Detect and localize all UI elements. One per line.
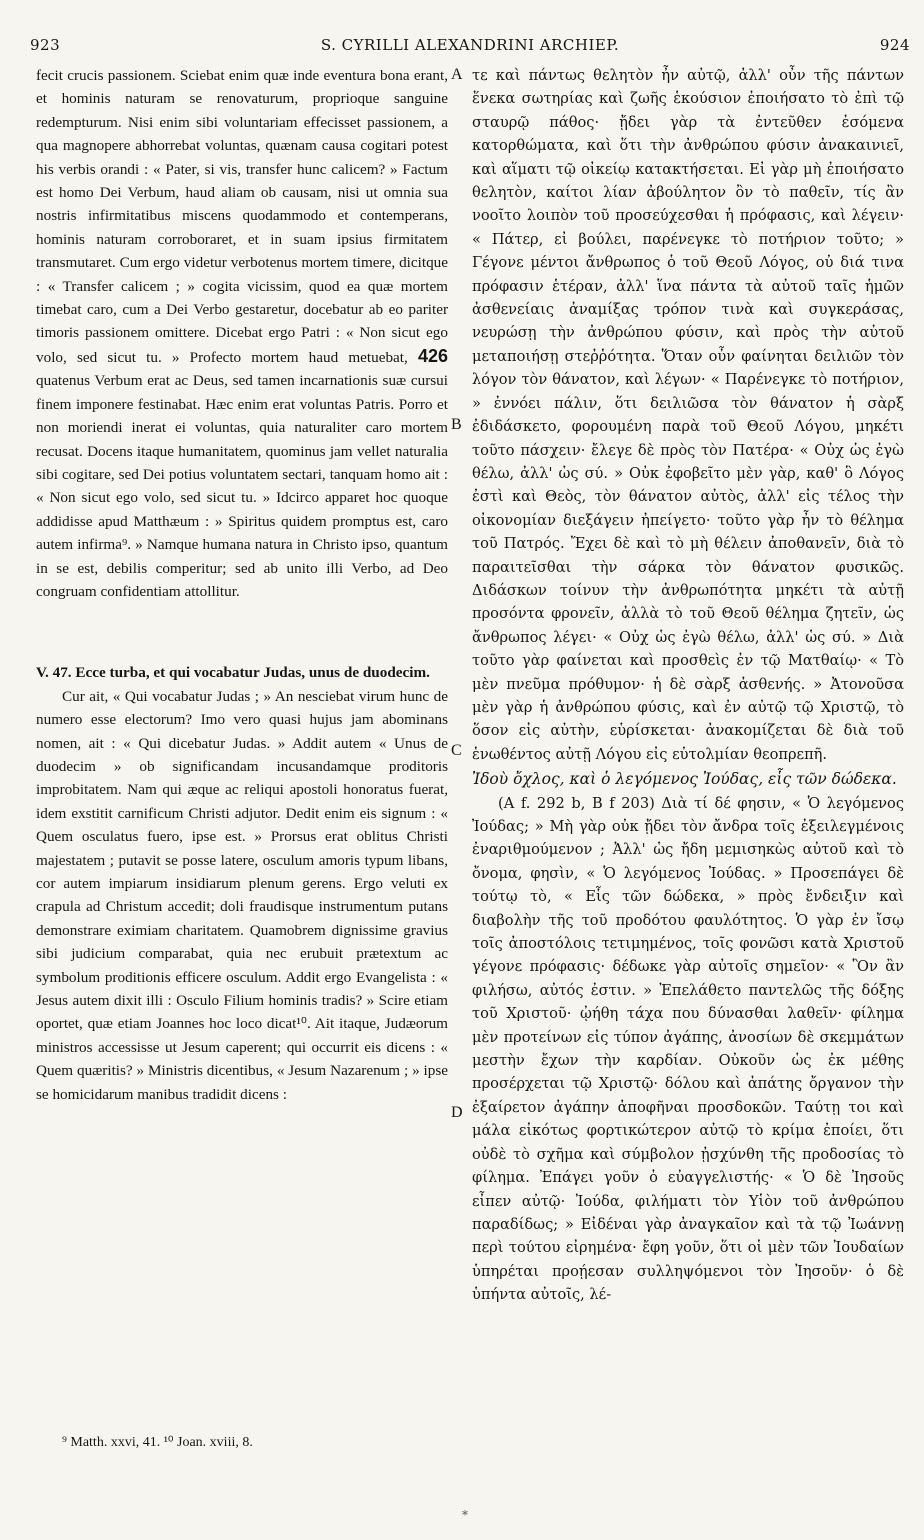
greek-column <box>472 64 904 1424</box>
greek-paragraph-2: (A f. 292 b, B f 203) Διὰ τί δέ φησιν, « Ὁ λεγόμενος Ἰούδας; » Μὴ γὰρ οὐκ ᾔδει τὸν ἄνδρα τοῖς ἐξειλεγμένοις ἐναριθμούμενον ; Ἀλλ' ὡς ἤδη μεμισηκὼς αὐτοῦ καὶ τὸ ὄνομα, φησὶν, « Ὁ λεγόμενος Ἰούδας. » Προσεπάγει δὲ τούτῳ τὸ, « Εἷς τῶν δώδεκα, » πρὸς ἔνδειξιν καὶ διαβολὴν τῆς τοῦ προδότου φαυλότητος. Ὁ γὰρ ἐν ἴσῳ τοῖς ἀποστόλοις τετιμημένος, τοῖς φονῶσι κατὰ Χριστοῦ γέγονε πρόφασις· δέδωκε γὰρ αὐτοῖς σημεῖον· « Ὃν ἂν φιλήσω, αὐτός ἐστιν. » Ἐπελάθετο παντελῶς τῆς δόξης τοῦ Χριστοῦ· ᾠήθη τάχα που δύνασθαι λαθεῖν· φίλημα μὲν προτείνων εἰς τύπον ἀγάπης, ἀνοσίων δὲ σκεμμάτων μεστὴν ἔχων τὴν καρδίαν. Οὐκοῦν ὡς ἐκ μέθης προσέρχεται τῷ Χριστῷ· δόλου καὶ ἀπάτης ὄργανον τὴν ἐξαίρετον ἀγάπην ἀποφῆναι προσδοκῶν. Ταύτῃ τοι καὶ μάλα εἰκότως φορτικώτερον αὐτῷ τὸ κρίμα ἐποίει, ὅτι οὐδὲ τὸ σχῆμα καὶ σύμβολον ᾐσχύνθη τῆς προδοσίας τὸ φίλημα. Ἐπάγει γοῦν ὁ εὐαγγελιστής· « Ὁ δὲ Ἰησοῦς εἶπεν αὐτῷ· Ἰούδα, φιλήματι τὸν Υἱὸν τοῦ ἀνθρώπου παραδίδως; » Εἰδέναι γὰρ ἀναγκαῖον καὶ τὰ τῷ Ἰωάννῃ περὶ τούτου εἰρημένα· ἔφη γοῦν, ὅτι οἱ μὲν τῶν Ἰουδαίων ὑπηρέται προῄεσαν συλληψόμενοι τὸν Ἰησοῦν· ὁ δὲ ὑπήντα αὐτοῖς, λέ- <box>472 794 904 1304</box>
margin-letter-c: C <box>451 742 462 759</box>
latin-paragraph-1 <box>36 64 448 603</box>
running-title: S. CYRILLI ALEXANDRINI ARCHIEP. <box>320 36 620 54</box>
bottom-mark: * <box>462 1508 468 1522</box>
page-header <box>30 36 910 56</box>
margin-letter-b: B <box>451 416 462 433</box>
page-number-left: 923 <box>30 36 61 54</box>
margin-letter-a: A <box>451 66 463 83</box>
latin-text-1a: fecit crucis passionem. Sciebat enim quæ inde eventura bona erant, et hominis naturam se renovaturum, proprioque sanguine redempturum. Nisi enim sibi voluntariam effecisset passionem, a qua magnopere abhorrebat voluntas, quænam causa cogitari potest his verbis orandi : « Pater, si vis, transfer hunc calicem? » Factum est homo Dei Verbum, haud aliam ob causam, nisi ut omnia sua nostris infirmitatibus miscens quodammodo et contemperans, hominis naturam corroboraret, et in suam ipsius firmitatem transmutaret. Cum ergo videtur verbotenus mortem timere, dicitque : « Transfer calicem ; » cogita vicissim, quod ea quæ mortem timebat caro, cum a Dei Verbo gestaretur, docebatur ab eo pariter timoris passionem omittere. Dicebat ergo Patri : « Non sicut ego volo, sed sicut tu. » Profecto mortem haud metuebat, <box>36 67 448 366</box>
greek-paragraph-1: τε καὶ πάντως θελητὸν ἦν αὐτῷ, ἀλλ' οὖν τῆς πάντων ἕνεκα σωτηρίας καὶ ζωῆς ἑκούσιον ἐποιήσατο τὸ ἐπὶ τῷ σταυρῷ πάθος· ᾔδει γὰρ τὰ ἐντεῦθεν ἐσόμενα κατορθώματα, καὶ ὅτι τὴν ἀνθρώπου φύσιν ἀνακαινιεῖ, καὶ αἵματι τῷ οἰκείῳ κατακτήσεται. Εἰ γὰρ μὴ ἐποιήσατο θελητὸν, καίτοι λίαν ἀβούλητον ὂν τὸ παθεῖν, τίς ἂν νοοῖτο λοιπὸν τοῦ προσεύχεσθαι ἡ πρόφασις, καὶ λέγειν· « Πάτερ, εἰ βούλει, παρένεγκε τὸ ποτήριον τοῦτο; » Γέγονε μέντοι ἄνθρωπος ὁ τοῦ Θεοῦ Λόγος, οὐ διά τινα πρόφασιν ἑτέραν, ἀλλ' ἵνα πάντα τὰ αὐτοῦ ταῖς ἡμῶν ἀσθενείαις ἀναμίξας τρόπον τινὰ καὶ συγκεράσας, νευρώσῃ τὴν ἀνθρώπου φύσιν, καὶ πρὸς τὴν αὐτοῦ μεταποιήσῃ στεῤῥότητα. Ὅταν οὖν φαίνηται δειλιῶν τὸν λόγον τὸν θάνατον, καὶ λέγων· « Παρένεγκε τὸ ποτήριον, » ἐννόει πάλιν, ὅτι δειλιῶσα τὸν θάνατον ἡ σὰρξ ἐδιδάσκετο, φορουμένη παρὰ τοῦ Θεοῦ Λόγου, μηκέτι τοῦτο πάσχειν· ἔλεγε δὲ πρὸς τὸν Πατέρα· « Οὐχ ὡς ἐγὼ θέλω, ἀλλ' ὡς σύ. » Οὐκ ἐφοβεῖτο μὲν γὰρ, καθ' ὃ Λόγος ἐστὶ καὶ Θεὸς, τὸν θάνατον αὐτὸς, ἀλλ' εἰς τέλος τὴν οἰκονομίαν διεξάγειν ἠπείγετο· τοῦτο γὰρ ἦν τὸ θέλημα τοῦ Πατρός. Ἔχει δὲ καὶ τὸ μὴ θέλειν ἀποθανεῖν, διὰ τὸ παραιτεῖσθαι τὴν σάρκα τὸν θάνατον φυσικῶς. Διδάσκων τοίνυν τὴν ἀνθρωπότητα μηκέτι τὰ αὐτῇ προσόντα φρονεῖν, ἀλλὰ τὸ τοῦ Θεοῦ θέλημα ζητεῖν, ὡς ἄνθρωπος λέγει· « Οὐχ ὡς ἐγὼ θέλω, ἀλλ' ὡς σύ. » Διὰ τοῦτο γὰρ φαίνεται καὶ προσθεὶς ἐν τῷ Ματθαίῳ· « Τὸ μὲν πνεῦμα πρόθυμον· ἡ δὲ σὰρξ ἀσθενής. » Ἀτονοῦσα μὲν γὰρ ἡ ἀνθρώπου φύσις, καὶ ἐν αὐτῷ τῷ Χριστῷ, τὸ ὅσον εἰς αὐτὴν, εὑρίσκεται· ἀνακομίζεται δὲ διὰ τοῦ ἑνωθέντος αὐτῇ Λόγου εἰς εὐτολμίαν θεοπρεπῆ. <box>472 67 904 763</box>
latin-column <box>36 64 448 1424</box>
column-number: 426 <box>417 345 448 366</box>
footnotes: ⁹ Matth. xxvi, 41. ¹⁰ Joan. xviii, 8. <box>62 1435 253 1450</box>
latin-paragraph-2: Cur ait, « Qui vocabatur Judas ; » An nesciebat virum hunc de numero esse electorum? Imo vero quasi hujus jam abominans nomen, ait : « Qui dicebatur Judas. » Addit autem « Unus de duodecim » ob significandam incusandamque proditoris improbitatem. Nam qui æque ac reliqui apostoli honoratus fuerat, idem exstitit carnificum Christi adjutor. Dedit enim eis signum : « Quem osculatus fuero, ipse est. » Prorsus erat oblitus Christi majestatem ; putavit se posse latere, osculum amoris typum libans, cor autem impiarum insidiarum plenum gerens. Ergo veluti ex crapula ad Christum accedit; doli fraudisque instrumentum putans demonstrare eximiam charitatem. Quamobrem dignissime gravius sibi judicium comparabat, quia nec erubuit prætextum ac symbolum proditionis efficere osculum. Addit ergo Evangelista : « Jesus autem dixit illi : Osculo Filium hominis tradis? » Scire etiam oportet, quæ etiam Joannes hoc loco dicat¹⁰. Ait itaque, Judæorum ministros accessisse ut Jesum caperent; qui occurrit eis dicens : « Quem quæritis? » Ministris dicentibus, « Jesum Nazarenum ; » ipse se homicidarum manibus tradidit dicens : <box>36 687 448 1103</box>
greek-section-heading: Ἰδοὺ ὄχλος, καὶ ὁ λεγόμενος Ἰούδας, εἷς τῶν δώδεκα. <box>472 770 897 789</box>
latin-text-1b: quatenus Verbum erat ac Deus, sed tamen incarnationis suæ cursui finem imponere festinabat. Hæc enim erat voluntas Patris. Porro et non moriendi inerat ei voluntas, quia naturaliter caro mortem recusat. Docens itaque humanitatem, quominus jam vellet naturalia sibi cogitare, sed Dei potius voluntatem sectari, tanquam homo ait : « Non sicut ego volo, sed sicut tu. » Idcirco apparet hoc quoque addidisse apud Matthæum : » Spiritus quidem promptus est, caro autem infirma⁹. » Namque humana natura in Christo ipso, quantum in se est, debilis comperitur; sed ab unito illi Verbo, ad Deo congruam confidentiam attollitur. <box>36 372 448 600</box>
latin-section-heading: V. 47. Ecce turba, et qui vocabatur Judas, unus de duodecim. <box>36 664 430 682</box>
page-number-right: 924 <box>879 36 910 54</box>
margin-letter-d: D <box>451 1104 463 1121</box>
